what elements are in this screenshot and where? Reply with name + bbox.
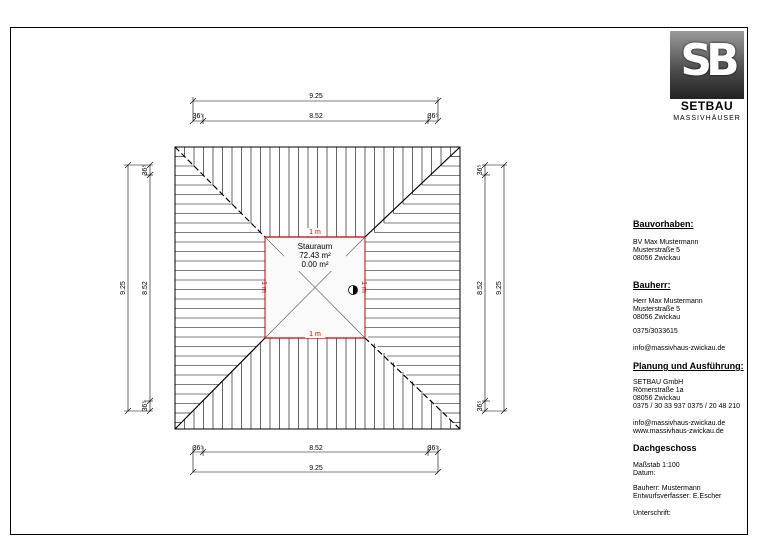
hip-line bbox=[175, 338, 265, 429]
dim-left-bottom-overhang: 36⁵ bbox=[142, 400, 149, 412]
hip-line bbox=[175, 147, 265, 237]
logo-subtitle: MASSIVHÄUSER bbox=[673, 115, 741, 122]
client-phone: 0375/3033615 bbox=[633, 328, 678, 335]
setbau-logo bbox=[670, 31, 744, 128]
dim-bottom-inner: 8.52 bbox=[309, 445, 323, 452]
dim-top-left-overhang: 36⁵ bbox=[192, 113, 204, 120]
height-label-top: 1 m bbox=[309, 229, 321, 236]
dim-left-top-overhang: 36⁵ bbox=[142, 164, 149, 176]
date: Datum: bbox=[633, 470, 656, 477]
client-line: 08056 Zwickau bbox=[633, 314, 681, 321]
project-line: 08056 Zwickau bbox=[633, 255, 681, 262]
ceiling-light-icon bbox=[349, 286, 358, 295]
dim-bottom-left-overhang: 36⁵ bbox=[192, 445, 204, 452]
dim-top-right-overhang: 36⁵ bbox=[427, 113, 439, 120]
dim-left-inner: 8.52 bbox=[142, 281, 149, 295]
dim-top-total: 9.25 bbox=[309, 93, 323, 100]
height-label-right: 1 m bbox=[360, 281, 367, 293]
project-line: BV Max Mustermann bbox=[633, 239, 699, 246]
dim-right-inner: 8.52 bbox=[477, 281, 484, 295]
project-heading: Bauvorhaben: bbox=[633, 219, 694, 229]
planning-line: Römerstraße 1a bbox=[633, 387, 684, 394]
planning-line: 08056 Zwickau bbox=[633, 395, 681, 402]
client-signature: Bauherr: Mustermann bbox=[633, 485, 701, 492]
client-email: info@massivhaus-zwickau.de bbox=[633, 345, 726, 352]
planning-email: info@massivhaus-zwickau.de bbox=[633, 420, 726, 427]
dim-right-top-overhang: 36⁵ bbox=[477, 164, 484, 176]
dim-right-total: 9.25 bbox=[496, 281, 503, 295]
room-name: Stauraum bbox=[297, 242, 333, 251]
project-line: Musterstraße 5 bbox=[633, 247, 681, 254]
room-area: 72.43 m² bbox=[299, 251, 331, 260]
height-label-left: 1 m bbox=[260, 281, 267, 293]
logo-brand: SETBAU bbox=[680, 99, 734, 113]
room-area-secondary: 0.00 m² bbox=[301, 260, 329, 269]
dim-top-inner: 8.52 bbox=[309, 113, 323, 120]
height-label-bottom: 1 m bbox=[309, 331, 321, 338]
planning-heading: Planung und Ausführung: bbox=[633, 361, 744, 371]
client-line: Herr Max Mustermann bbox=[633, 298, 703, 305]
planning-line: SETBAU GmbH bbox=[633, 379, 684, 386]
signature-label: Unterschrift: bbox=[633, 510, 671, 517]
author: Entwurfsverfasser: E.Escher bbox=[633, 493, 722, 500]
dim-bottom-right-overhang: 36⁵ bbox=[427, 445, 439, 452]
client-line: Musterstraße 5 bbox=[633, 306, 681, 313]
client-heading: Bauherr: bbox=[633, 280, 671, 290]
floor-heading: Dachgeschoss bbox=[633, 443, 697, 453]
scale: Maßstab 1:100 bbox=[633, 462, 680, 469]
logo-emblem bbox=[670, 31, 744, 99]
logo-letters: SB bbox=[680, 35, 734, 86]
dim-bottom-total: 9.25 bbox=[309, 465, 323, 472]
dim-left-total: 9.25 bbox=[120, 281, 127, 295]
planning-line: 0375 / 30 33 937 0375 / 20 48 210 bbox=[633, 403, 741, 410]
planning-web: www.massivhaus-zwickau.de bbox=[633, 428, 724, 435]
dim-right-bottom-overhang: 36⁵ bbox=[477, 400, 484, 412]
